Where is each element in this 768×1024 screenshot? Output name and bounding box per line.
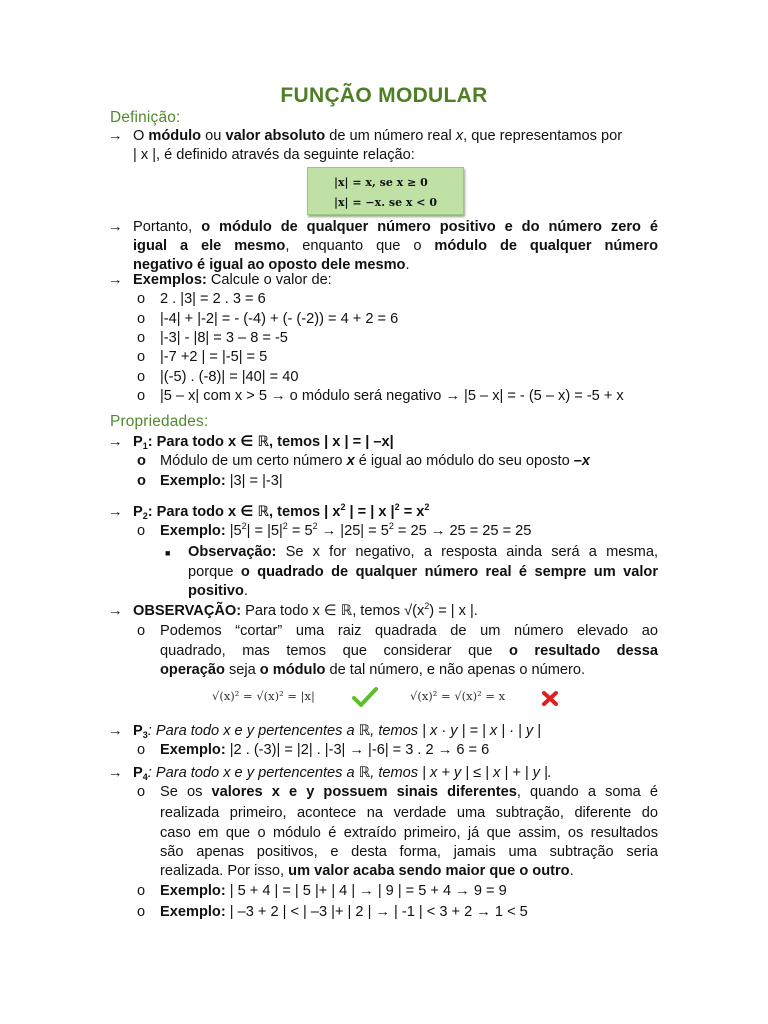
- var-x: x: [455, 128, 464, 144]
- text: O: [133, 128, 149, 144]
- arrow-bullet: →: [108, 504, 123, 520]
- formula-line-2: |x| = −x. se x < 0: [334, 196, 437, 209]
- term-valor-absoluto: valor absoluto: [225, 128, 326, 144]
- arrow-bullet: →: [108, 723, 123, 739]
- observacao-text-line-2: quadrado, mas temos que considerar que o resultado dessa: [160, 643, 658, 659]
- arrow-bullet: →: [108, 128, 123, 144]
- portanto-line-3: negativo é igual ao oposto dele mesmo.: [133, 257, 410, 273]
- section-heading-propriedades: Propriedades:: [110, 413, 209, 430]
- p4-text-line-5: realizada. Por isso, um valor acaba sendo maior que o outro.: [160, 863, 574, 879]
- definition-line-2: | x |, é definido através da seguinte relação:: [133, 147, 415, 163]
- text: de um número real: [325, 128, 456, 144]
- p4-text-line-2: realizada primeiro, acontece na verdade uma subtração, diferente do: [160, 805, 658, 821]
- term-modulo: módulo: [148, 128, 202, 144]
- math-incorrect-expression: √(x)² = √(x)² = x: [410, 689, 506, 703]
- arrow-bullet: →: [108, 434, 123, 450]
- observacao-line-3: positivo.: [188, 583, 249, 599]
- cross-icon: [541, 690, 559, 707]
- page-title: FUNÇÃO MODULAR: [280, 84, 488, 107]
- observacao-line-2: porque o quadrado de qualquer número real é sempre um valor: [188, 564, 658, 580]
- definition-formula-box: [307, 167, 464, 215]
- arrow-bullet: →: [108, 765, 123, 781]
- portanto-line-2: igual a ele mesmo, enquanto que o módulo de qualquer número: [133, 238, 658, 254]
- p4-text-line-4: são apenas positivos, e desta forma, jamais uma subtração seria: [160, 844, 658, 860]
- arrow-bullet: →: [108, 603, 123, 619]
- checkmark-icon: [352, 686, 378, 708]
- arrow-bullet: →: [108, 272, 123, 288]
- formula-line-1: |x| = x, se x ≥ 0: [334, 176, 428, 189]
- p4-text-line-3: caso em que o módulo é extraído primeiro, já que assim, os resultados: [160, 825, 658, 841]
- arrow-bullet: →: [108, 219, 123, 235]
- section-heading-definicao: Definição:: [110, 109, 181, 126]
- text: ou: [201, 128, 226, 144]
- observacao-text-line-3: operação seja o módulo de tal número, e não apenas o número.: [160, 662, 586, 678]
- document-page: FUNÇÃO MODULAR Definição: → O módulo ou valor absoluto de um número real x, que representamos por | x |, é definido através da seguinte relação: |x| = x, se x ≥ 0 |x| = −x. se x < 0 → Portanto, o módulo de qualquer número positivo e do número zero é igual a ele mesmo, enquanto que o módulo de qualquer número negativo é igual ao oposto dele mesmo. → Exemplos: Calcule o valor de: o 2 . |3| = 2 . 3 = 6 o |-4| + |-2| = - (-4) + (- (-2)) = 4 + 2 = 6 o |-3| - |8| = 3 – 8 = -5 o |-7 +2 | = |-5| = 5 o |(-5) . (-8)| = |40| = 40 o |5 – x| com x > 5 → o módulo será negativo → |5 – x| = - (5 – x) = -5 + x Propriedades: → $P_1$: Para todo x ∈ ℝ, temos | x | = | –x| o Módulo de um certo número x é igual ao módulo do seu oposto –x o Exemplo: |3| = |-3| → $P_2$: Para todo x ∈ ℝ, temos | $x^2$ | = | x $|^2 = x^2$ o Exemplo: $|5^2| = |5|^2 = 5^2 \to |25| = 5^2 = 25 \to 25 = 25 = 25$ ■ Observação: Se x for negativo, a resposta ainda será a mesma, porque o quadrado de qualquer número real é sempre um valor positivo. → OBSERVAÇÃO: Para todo x ∈ ℝ, temos $√(x^2)$ = | x |. o Podemos “cortar” uma raiz quadrada de um número elevado ao quadrado, mas temos que considerar que o resultado dessa operação seja o módulo de tal número, e não apenas o número. √(x)² = √(x)² = |x| √(x)² = √(x)² = x → $P_3$: Para todo x e y pertencentes a ℝ, temos | x · y | = | x | · | y | o Exemplo: |2 . (-3)| = |2| . |-3| → |-6| = 3 . 2 → 6 = 6 → $P_4$: Para todo x e y pertencentes a ℝ, temos | x + y | ≤ | x | + | y |. o Se os valores x e y possuem sinais diferentes, quando a soma é realizada primeiro, acontece na verdade uma subtração, diferente do caso em que o módulo é extraído primeiro, já que assim, os resultados são apenas positivos, e desta forma, jamais uma subtração seria realizada. Por isso, um valor acaba sendo maior que o outro. o Exemplo: | 5 + 4 | = | 5 |+ | 4 | → | 9 | = 5 + 4 → 9 = 9 o Exemplo: | –3 + 2 | < | –3 |+ | 2 | → | -1 | < 3 + 2 → 1 < 5: [0, 0, 768, 1024]
- math-correct-expression: √(x)² = √(x)² = |x|: [212, 689, 315, 703]
- text: , que representamos por: [463, 128, 623, 144]
